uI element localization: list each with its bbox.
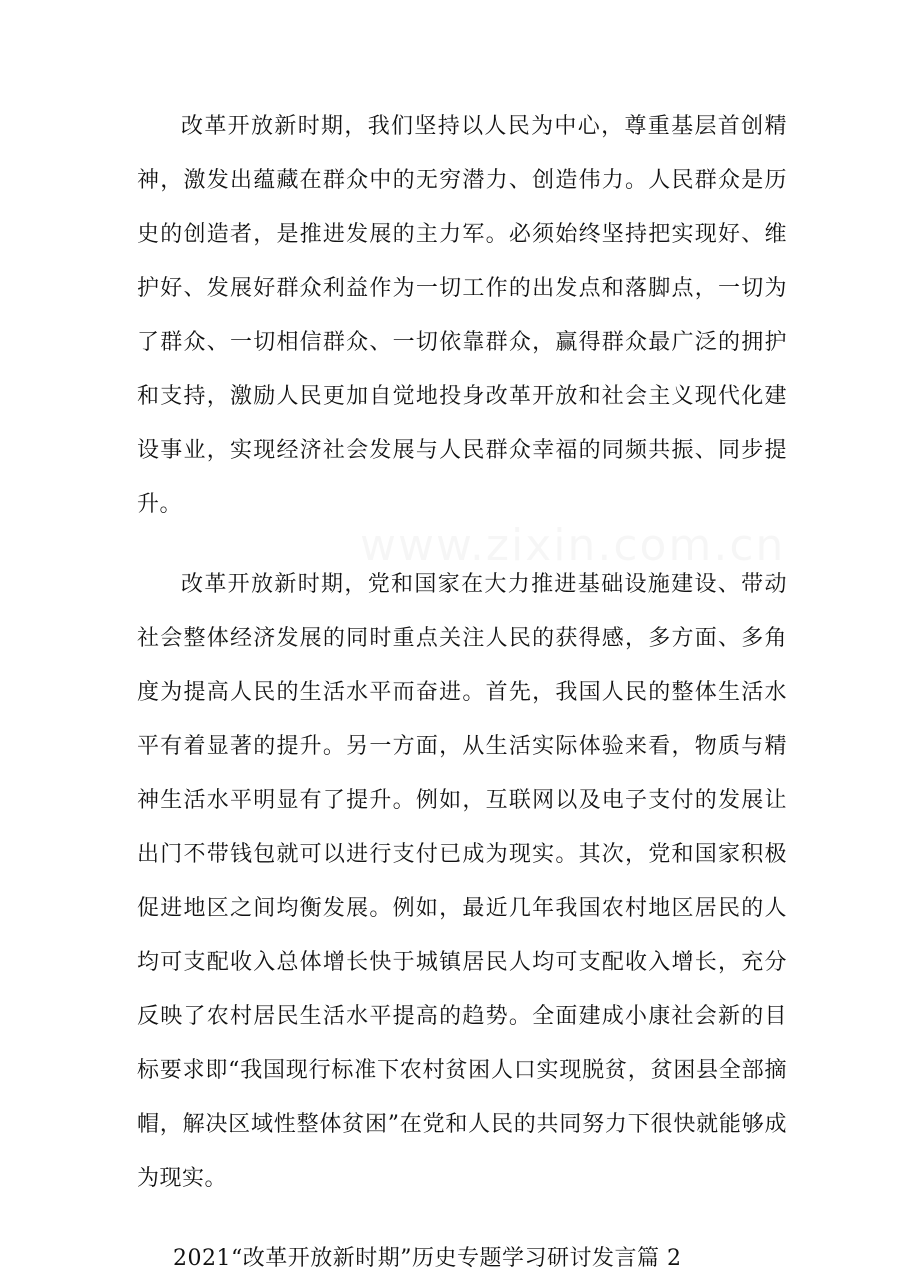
section-heading: 2021“改革开放新时期”历史专题学习研讨发言篇 2 [173,1246,682,1271]
paragraph-1 [137,100,787,532]
paragraph-2 [137,558,787,1206]
paragraph-line: 社会整体经济发展的同时重点关注人民的获得感，多方面、多角 [137,626,787,651]
paragraph-line: 反映了农村居民生活水平提高的趋势。全面建成小康社会新的目 [137,1004,787,1029]
paragraph-line: 和支持，激励人民更加自觉地投身改革开放和社会主义现代化建 [137,384,787,409]
document-body [137,100,787,1286]
paragraph-line: 出门不带钱包就可以进行支付已成为现实。其次，党和国家积极 [137,842,787,867]
paragraph-spacer [137,1206,787,1232]
paragraph-line: 史的创造者，是推进发展的主力军。必须始终坚持把实现好、维 [137,222,787,247]
paragraph-line: 度为提高人民的生活水平而奋进。首先，我国人民的整体生活水 [137,680,787,705]
paragraph-line: 标要求即“我国现行标准下农村贫困人口实现脱贫，贫困县全部摘 [137,1058,787,1083]
paragraph-spacer [137,532,787,558]
paragraph-line: 神生活水平明显有了提升。例如，互联网以及电子支付的发展让 [137,788,787,813]
paragraph-line: 护好、发展好群众利益作为一切工作的出发点和落脚点，一切为 [137,276,787,301]
paragraph-line: 神，激发出蕴藏在群众中的无穷潜力、创造伟力。人民群众是历 [137,168,787,193]
paragraph-line: 平有着显著的提升。另一方面，从生活实际体验来看，物质与精 [137,734,787,759]
paragraph-line: 改革开放新时期，我们坚持以人民为中心，尊重基层首创精 [181,114,787,139]
paragraph-line: 均可支配收入总体增长快于城镇居民人均可支配收入增长，充分 [137,950,787,975]
paragraph-line: 为现实。 [137,1166,228,1191]
paragraph-line: 升。 [137,492,183,517]
paragraph-line: 改革开放新时期，党和国家在大力推进基础设施建设、带动 [181,572,787,597]
paragraph-line: 促进地区之间均衡发展。例如，最近几年我国农村地区居民的人 [137,896,787,921]
paragraph-line: 帽，解决区域性整体贫困”在党和人民的共同努力下很快就能够成 [137,1112,787,1137]
paragraph-line: 设事业，实现经济社会发展与人民群众幸福的同频共振、同步提 [137,438,787,463]
paragraph-line: 了群众、一切相信群众、一切依靠群众，赢得群众最广泛的拥护 [137,330,787,355]
